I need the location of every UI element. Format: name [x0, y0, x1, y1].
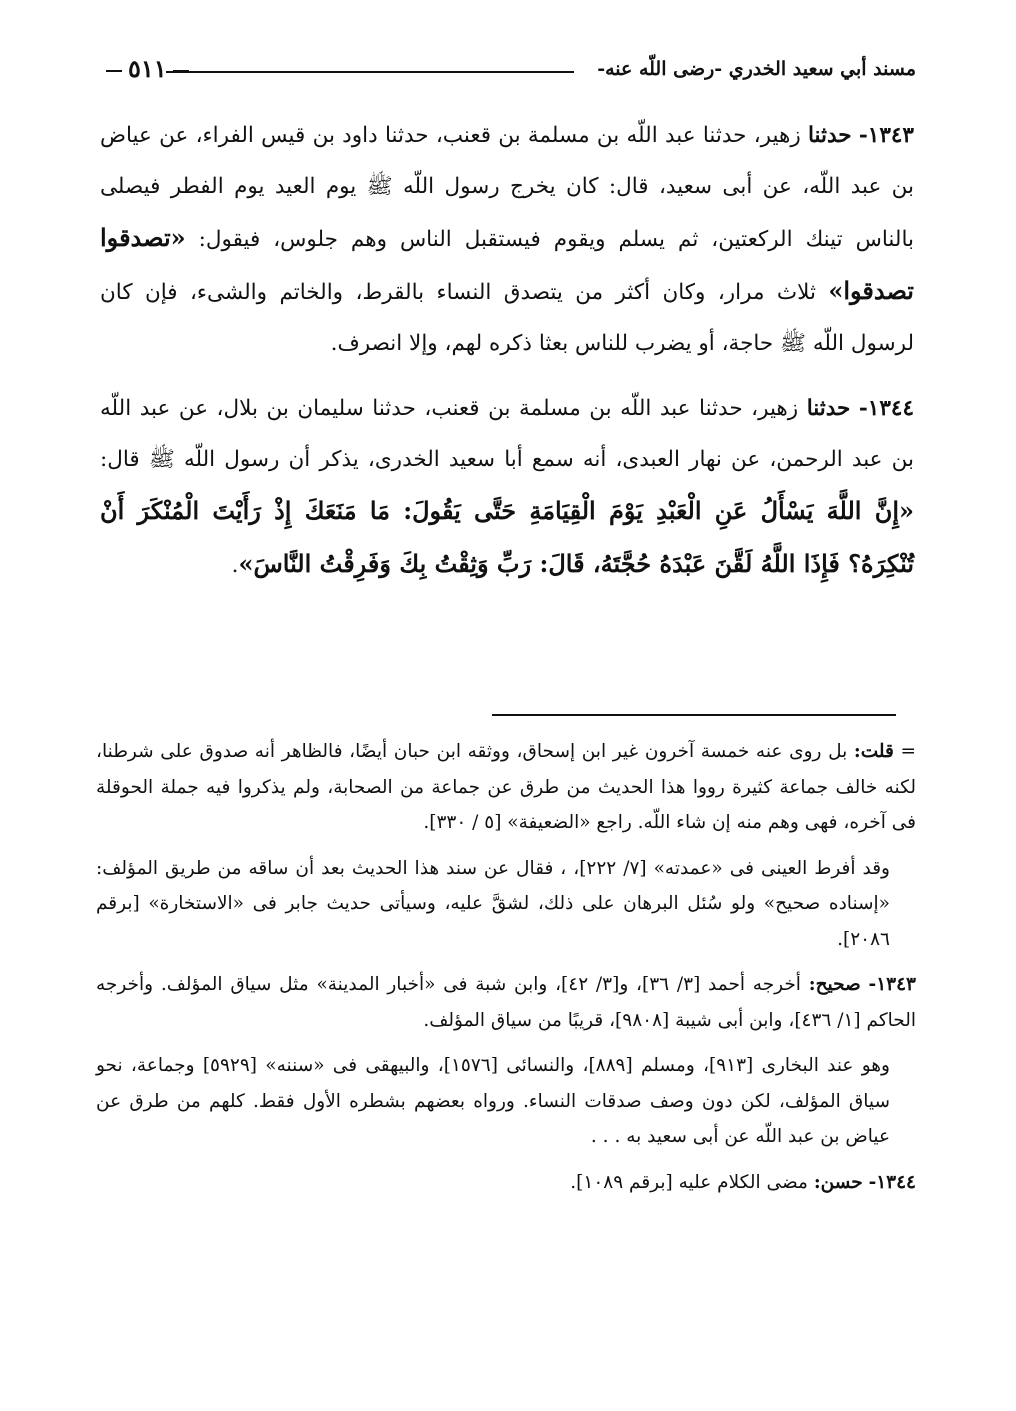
footnote-text: مضى الكلام عليه [برقم ١٠٨٩].	[570, 1171, 808, 1193]
hadith-continuation: ثلاث مرار، وكان أكثر من يتصدق النساء بالقرط، والخاتم والشىء، فإن كان لرسول اللّه ﷺ حاجة، أو يضرب للناس بعثا ذكره لهم، وإلا انصرف.	[100, 280, 914, 356]
hadith-opening: حدثنا	[806, 396, 851, 421]
footnote-continuation	[96, 734, 916, 841]
running-title: مسند أبي سعيد الخدري -رضى اللّه عنه-	[597, 58, 916, 80]
page-number	[100, 54, 195, 83]
footnote-1343	[96, 967, 916, 1038]
page-number-dash	[106, 70, 122, 72]
footnote-prefix: =	[893, 741, 916, 762]
footnote-number: ١٣٤٣-	[868, 974, 916, 995]
footnote-paragraph: وهو عند البخارى [٩١٣]، ومسلم [٨٨٩]، والنسائى [١٥٧٦]، والبيهقى فى «سننه» [٥٩٢٩] وجماعة، نحو سياق المؤلف، لكن دون وصف صدقات النساء. ورواه بعضهم بشطره الأول فقط. كلهم من طرق عن عياض بن عبد اللّه عن أبى سعيد به . . .	[96, 1055, 890, 1147]
footnote-text: أخرجه أحمد [٣/ ٣٦]، و[٣/ ٤٢]، وابن شبة فى «أخبار المدينة» مثل سياق المؤلف. وأخرجه الحاكم [١/ ٤٣٦]، وابن أبى شيبة [٩٨٠٨]، قريبًا من سياق المؤلف.	[96, 974, 916, 1031]
footnotes	[96, 734, 916, 1200]
hadith-end: .	[231, 553, 239, 578]
hadith-1344	[100, 383, 914, 591]
hadith-isnad: زهير، حدثنا عبد اللّه بن مسلمة بن قعنب، حدثنا داود بن قيس الفراء، عن عياض بن عبد اللّه، عن أبى سعيد، قال: كان يخرج رسول اللّه ﷺ يوم العيد يوم الفطر فيصلى بالناس تينك الركعتين، ثم يسلم ويقوم فيستقبل الناس وهم جلوس، فيقول:	[100, 123, 914, 252]
hadith-quote: «تصدقوا تصدقوا»	[100, 223, 914, 305]
page-number-value: ٥١١	[128, 54, 167, 83]
header-rule	[166, 71, 574, 73]
footnote-grade: صحيح:	[808, 974, 861, 995]
hadith-number: ١٣٤٣-	[858, 123, 914, 148]
footnote-number: ١٣٤٤-	[868, 1171, 916, 1193]
hadith-1343	[100, 110, 914, 369]
footnote-1344	[96, 1165, 916, 1201]
page-number-dash	[173, 70, 189, 72]
footnote-label: قلت:	[853, 741, 894, 762]
footnote-separator	[492, 714, 896, 716]
hadith-number: ١٣٤٤-	[858, 396, 914, 421]
page-header	[96, 52, 916, 92]
hadith-opening: حدثنا	[807, 123, 852, 148]
hadith-quote: «إِنَّ اللَّهَ يَسْأَلُ عَنِ الْعَبْدِ يَوْمَ الْقِيَامَةِ حَتَّى يَقُولَ: مَا مَنَعَكَ إِذْ رَأَيْتَ الْمُنْكَرَ أَنْ تُنْكِرَهُ؟ فَإِذَا اللَّهُ لَقَّنَ عَبْدَهُ حُجَّتَهُ، قَالَ: رَبِّ وَثِقْتُ بِكَ وَفَرِقْتُ النَّاسَ»	[100, 496, 914, 578]
footnote-grade: حسن:	[813, 1171, 863, 1193]
footnote-text: بل روى عنه خمسة آخرون غير ابن إسحاق، ووثقه ابن حبان أيضًا، فالظاهر أنه صدوق على شرطنا، لكنه خالف جماعة كثيرة رووا هذا الحديث من طرق عن جماعة من الصحابة، ولم يذكروا فيه جملة الحوقلة فى آخره، فهى وهم منه إن شاء اللّه. راجع «الضعيفة» [٥ / ٣٣٠].	[96, 741, 916, 833]
footnote-paragraph: وقد أفرط العينى فى «عمدته» [٧/ ٢٢٢]، ، فقال عن سند هذا الحديث بعد أن ساقه من طريق المؤلف: «إسناده صحيح» ولو سُئل البرهان على ذلك، لشقَّ عليه، وسيأتى حديث جابر فى «الاستخارة» [برقم ٢٠٨٦].	[96, 857, 890, 950]
hadith-isnad: زهير، حدثنا عبد اللّه بن مسلمة بن قعنب، حدثنا سليمان بن بلال، عن عبد اللّه بن عبد الرحمن، عن نهار العبدى، أنه سمع أبا سعيد الخدرى، يذكر أن رسول اللّه ﷺ قال:	[100, 396, 914, 472]
main-text	[100, 110, 914, 591]
